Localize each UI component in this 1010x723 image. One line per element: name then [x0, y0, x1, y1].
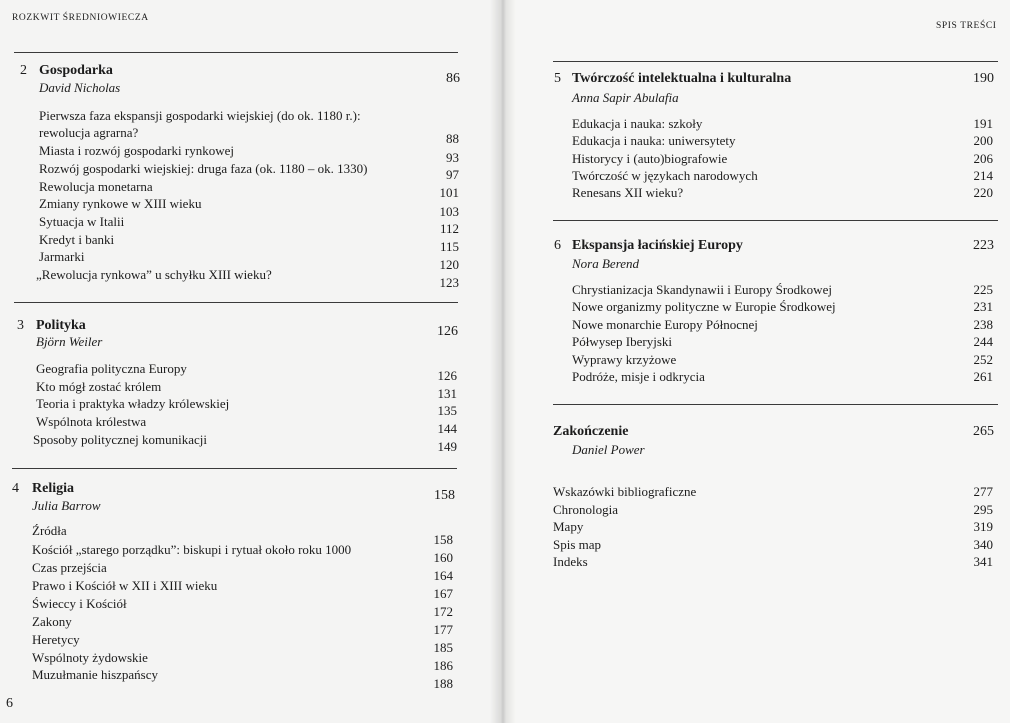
- back-matter-item: Indeks: [553, 554, 588, 569]
- chapter-page: 223: [973, 238, 994, 253]
- toc-entry-page: 191: [973, 116, 993, 131]
- back-matter-page: 341: [973, 554, 993, 569]
- toc-entry: Zmiany rynkowe w XIII wieku: [39, 196, 202, 211]
- back-matter-page: 340: [973, 537, 993, 552]
- toc-entry: Świeccy i Kościół: [32, 596, 127, 611]
- toc-entry-page: 101: [439, 185, 459, 200]
- toc-entry: Kto mógł zostać królem: [36, 379, 162, 394]
- toc-entry-page: 88: [446, 131, 459, 146]
- toc-entry-page: 238: [973, 317, 993, 332]
- toc-entry: Kredyt i banki: [39, 232, 115, 247]
- chapter-author: Anna Sapir Abulafia: [572, 90, 679, 105]
- toc-entry-page: 252: [973, 352, 993, 367]
- toc-entry-page: 200: [973, 133, 993, 148]
- chapter-rule: [553, 61, 998, 62]
- toc-entry-page: 177: [433, 622, 453, 637]
- toc-entry-page: 225: [973, 282, 993, 297]
- chapter-number: 2: [20, 63, 27, 78]
- chapter-author: Daniel Power: [572, 442, 645, 457]
- toc-entry-page: 115: [439, 239, 459, 254]
- toc-entry: Muzułmanie hiszpańscy: [32, 667, 158, 682]
- toc-entry: „Rewolucja rynkowa” u schyłku XIII wieku?: [36, 267, 272, 282]
- right-page: [500, 0, 1010, 723]
- book-gutter-shadow: [490, 0, 516, 723]
- toc-entry-page: 120: [439, 257, 459, 272]
- toc-entry: Prawo i Kościół w XII i XIII wieku: [32, 578, 218, 593]
- back-matter-page: 319: [973, 519, 993, 534]
- toc-entry-page: 244: [973, 334, 993, 349]
- toc-entry: Wspólnota królestwa: [36, 414, 147, 429]
- chapter-title: Zakończenie: [553, 424, 629, 439]
- toc-entry-page: 185: [433, 640, 453, 655]
- toc-entry: Historycy i (auto)biografowie: [572, 151, 728, 166]
- toc-entry: Czas przejścia: [32, 560, 107, 575]
- toc-entry: Renesans XII wieku?: [572, 185, 684, 200]
- chapter-page: 190: [973, 71, 994, 86]
- page-number: 6: [6, 696, 13, 711]
- toc-entry-page: 188: [433, 676, 453, 691]
- chapter-author: Björn Weiler: [36, 334, 103, 349]
- chapter-page: 158: [434, 488, 455, 503]
- chapter-rule: [553, 220, 998, 221]
- toc-entry: Miasta i rozwój gospodarki rynkowej: [39, 143, 234, 158]
- running-head-right: SPIS TREŚCI: [936, 21, 997, 31]
- chapter-rule: [14, 52, 458, 53]
- toc-entry: Wspólnoty żydowskie: [32, 650, 148, 665]
- toc-entry: Edukacja i nauka: szkoły: [572, 116, 703, 131]
- toc-entry: Heretycy: [32, 632, 80, 647]
- toc-entry: Podróże, misje i odkrycia: [572, 369, 705, 384]
- back-matter-item: Mapy: [553, 519, 584, 534]
- toc-entry-page: 206: [973, 151, 993, 166]
- running-head-left: ROZKWIT ŚREDNIOWIECZA: [12, 13, 149, 23]
- toc-entry-page: 214: [973, 168, 993, 183]
- back-matter-item: Chronologia: [553, 502, 618, 517]
- toc-entry: Edukacja i nauka: uniwersytety: [572, 133, 736, 148]
- toc-entry-continuation: rewolucja agrarna?: [39, 125, 139, 140]
- chapter-rule: [553, 404, 998, 405]
- toc-entry-page: 261: [973, 369, 993, 384]
- chapter-number: 4: [12, 481, 19, 496]
- toc-entry-page: 112: [439, 221, 459, 236]
- toc-entry-page: 126: [437, 368, 457, 383]
- chapter-author: Julia Barrow: [32, 498, 101, 513]
- chapter-page: 265: [973, 424, 994, 439]
- chapter-author: Nora Berend: [572, 256, 640, 271]
- toc-entry: Źródła: [32, 523, 67, 538]
- chapter-title: Gospodarka: [39, 63, 113, 78]
- chapter-rule: [14, 302, 458, 303]
- toc-entry: Zakony: [32, 614, 72, 629]
- back-matter-item: Wskazówki bibliograficzne: [553, 484, 697, 499]
- toc-entry-page: 231: [973, 299, 993, 314]
- toc-entry: Sposoby politycznej komunikacji: [33, 432, 208, 447]
- toc-entry: Nowe organizmy polityczne w Europie Środkowej: [572, 299, 836, 314]
- toc-entry: Półwysep Iberyjski: [572, 334, 673, 349]
- chapter-title: Polityka: [36, 318, 86, 333]
- back-matter-page: 295: [973, 502, 993, 517]
- back-matter-item: Spis map: [553, 537, 602, 552]
- chapter-author: David Nicholas: [39, 80, 121, 95]
- chapter-rule: [12, 468, 457, 469]
- toc-entry: Kościół „starego porządku”: biskupi i rytuał około roku 1000: [32, 542, 352, 557]
- toc-entry-page: 186: [433, 658, 453, 673]
- toc-entry: Sytuacja w Italii: [39, 214, 125, 229]
- toc-entry: Twórczość w językach narodowych: [572, 168, 758, 183]
- toc-entry: Jarmarki: [39, 249, 85, 264]
- toc-entry: Rozwój gospodarki wiejskiej: druga faza (ok. 1180 – ok. 1330): [39, 161, 368, 176]
- chapter-number: 6: [554, 238, 561, 253]
- toc-entry-page: 123: [439, 275, 459, 290]
- chapter-page: 86: [446, 71, 460, 86]
- toc-entry: Teoria i praktyka władzy królewskiej: [36, 396, 230, 411]
- back-matter-page: 277: [973, 484, 993, 499]
- toc-entry-page: 144: [437, 421, 457, 436]
- toc-entry: Wyprawy krzyżowe: [572, 352, 677, 367]
- toc-entry: Geografia polityczna Europy: [36, 361, 187, 376]
- toc-entry-page: 97: [446, 167, 459, 182]
- toc-entry: Rewolucja monetarna: [39, 179, 153, 194]
- chapter-number: 3: [17, 318, 24, 333]
- toc-entry-page: 220: [973, 185, 993, 200]
- chapter-title: Twórczość intelektualna i kulturalna: [572, 71, 792, 86]
- toc-entry-page: 131: [437, 386, 457, 401]
- toc-entry-page: 149: [437, 439, 457, 454]
- chapter-page: 126: [437, 324, 458, 339]
- chapter-number: 5: [554, 71, 561, 86]
- toc-entry-page: 158: [433, 532, 453, 547]
- toc-entry: Pierwsza faza ekspansji gospodarki wiejskiej (do ok. 1180 r.):: [39, 108, 361, 123]
- chapter-title: Ekspansja łacińskiej Europy: [572, 238, 743, 253]
- toc-entry-page: 172: [433, 604, 453, 619]
- chapter-title: Religia: [32, 481, 74, 496]
- toc-entry-page: 160: [433, 550, 453, 565]
- toc-entry: Nowe monarchie Europy Północnej: [572, 317, 758, 332]
- toc-entry-page: 93: [446, 150, 459, 165]
- left-page: [0, 0, 500, 723]
- toc-entry-page: 164: [433, 568, 453, 583]
- toc-entry-page: 103: [439, 204, 459, 219]
- toc-entry-page: 135: [437, 403, 457, 418]
- toc-entry-page: 167: [433, 586, 453, 601]
- toc-entry: Chrystianizacja Skandynawii i Europy Środkowej: [572, 282, 832, 297]
